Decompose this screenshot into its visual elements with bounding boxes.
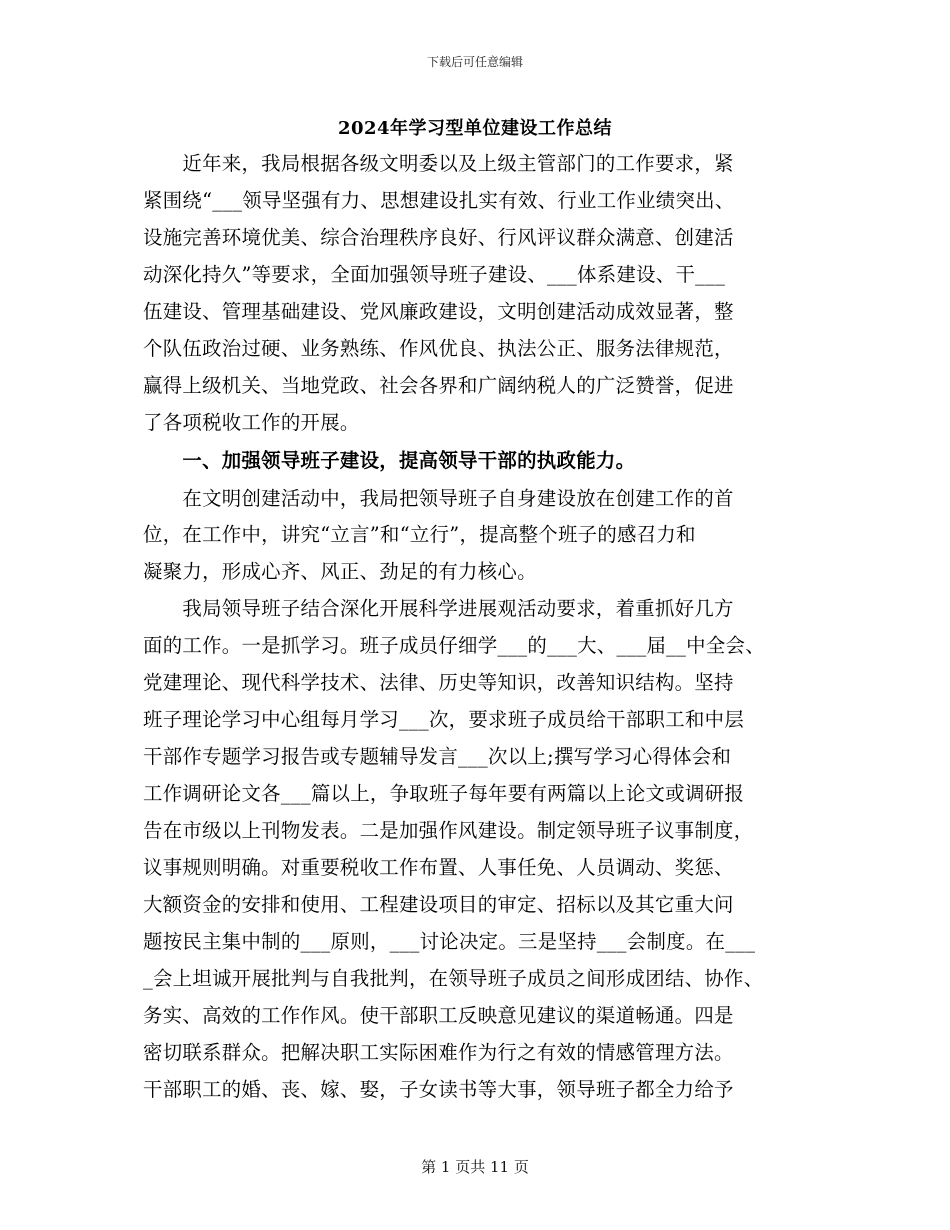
body-line: 近年来，我局根据各级文明委以及上级主管部门的工作要求，紧 [143,152,734,175]
body-line: 务实、高效的工作作风。使干部职工反映意见建议的渠道畅通。四是 [143,1004,734,1027]
document-title: 2024年学习型单位建设工作总结 [337,118,613,139]
body-line: 个队伍政治过硬、业务熟练、作风优良、执法公正、服务法律规范， [143,337,734,360]
body-line: 工作调研论文各___篇以上，争取班子每年要有两篇以上论文或调研报 [143,782,745,805]
body-line: 题按民主集中制的___原则，___讨论决定。三是坚持___会制度。在___ [143,930,756,953]
body-line: 密切联系群众。把解决职工实际困难作为行之有效的情感管理方法。 [143,1041,734,1064]
body-line: 议事规则明确。对重要税收工作布置、人事任免、人员调动、奖惩、 [143,856,734,879]
body-line: 大额资金的安排和使用、工程建设项目的审定、招标以及其它重大问 [143,893,734,916]
body-line: 设施完善环境优美、综合治理秩序良好、行风评议群众满意、创建活 [143,226,734,249]
section-heading: 一、加强领导班子建设，提高领导干部的执政能力。 [143,449,636,472]
body-line: _会上坦诚开展批判与自我批判，在领导班子成员之间形成团结、协作、 [143,967,764,990]
body-line: 了各项税收工作的开展。 [143,411,360,434]
body-line: 位，在工作中，讲究“立言”和“立行”，提高整个班子的感召力和 [143,523,696,546]
body-line: 赢得上级机关、当地党政、社会各界和广阔纳税人的广泛赞誉，促进 [143,374,734,397]
body-line: 告在市级以上刊物发表。二是加强作风建设。制定领导班子议事制度， [143,819,754,842]
body-line: 在文明创建活动中，我局把领导班子自身建设放在创建工作的首 [143,487,734,510]
body-line: 干部职工的婚、丧、嫁、娶，子女读书等大事，领导班子都全力给予 [143,1078,734,1101]
body-line: 紧围绕“___领导坚强有力、思想建设扎实有效、行业工作业绩突出、 [143,189,735,212]
body-line: 我局领导班子结合深化开展科学进展观活动要求，着重抓好几方 [143,597,734,620]
body-line: 班子理论学习中心组每月学习___次，要求班子成员给干部职工和中层 [143,708,745,731]
body-line: 党建理论、现代科学技术、法律、历史等知识，改善知识结构。坚持 [143,671,734,694]
page-footer: 第 1 页共 11 页 [421,1158,529,1176]
header-note: 下载后可任意编辑 [426,55,523,69]
body-line: 面的工作。一是抓学习。班子成员仔细学___的___大、___届__中全会、 [143,634,765,657]
body-line: 凝聚力，形成心齐、风正、劲足的有力核心。 [143,560,537,583]
body-line: 干部作专题学习报告或专题辅导发言___次以上;撰写学习心得体会和 [143,745,732,768]
body-line: 动深化持久”等要求，全面加强领导班子建设、___体系建设、干___ [143,263,726,286]
body-line: 伍建设、管理基础建设、党风廉政建设，文明创建活动成效显著，整 [143,300,734,323]
